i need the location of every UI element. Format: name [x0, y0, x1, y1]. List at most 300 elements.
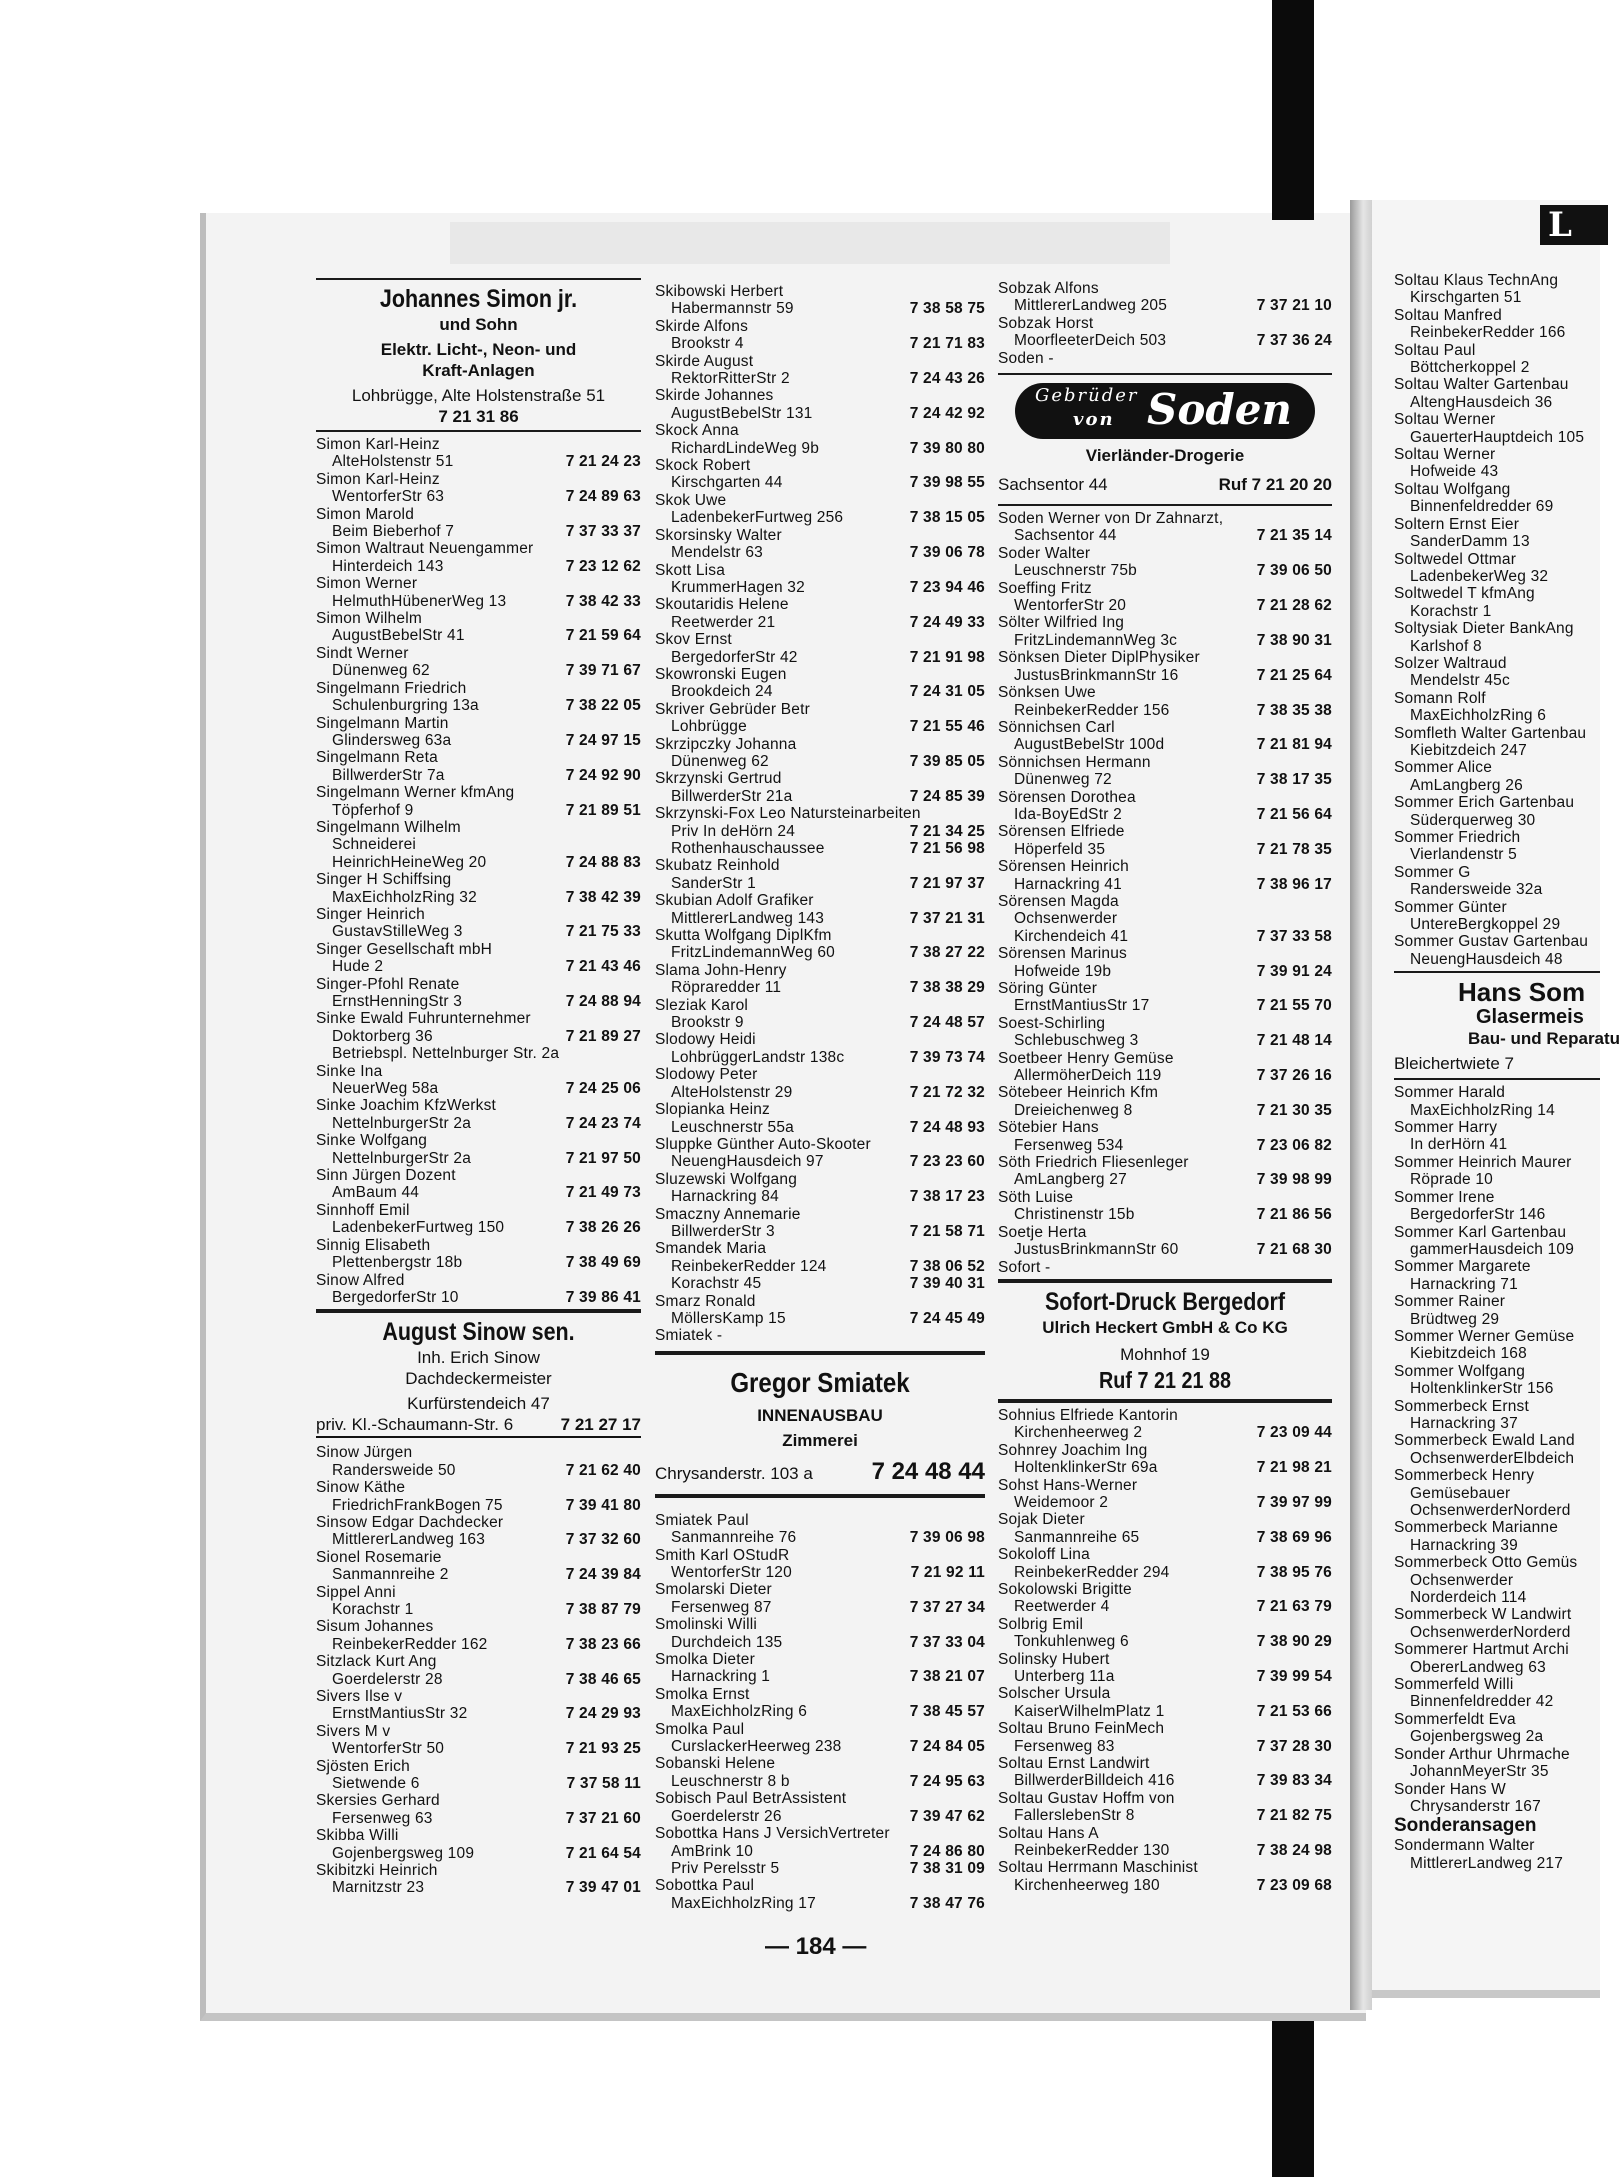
listing-address: Randersweide 32a [1410, 881, 1543, 899]
ad-title: Vierländer-Drogerie [1085, 446, 1245, 466]
listing-phone: 7 39 97 99 [1256, 1493, 1332, 1511]
listing-entry [655, 1790, 985, 1825]
listing-entry [998, 510, 1332, 545]
listing-address: AllermöherDeich 119 [1014, 1067, 1162, 1085]
listing-address: Rothenhauschaussee [671, 840, 825, 857]
listing-address: MaxEichholzRing 14 [1410, 1101, 1555, 1119]
listing-entry [655, 492, 985, 527]
listing-entry [1394, 1432, 1600, 1467]
ad-desc: Elektr. Licht-, Neon- und [380, 340, 577, 359]
listing-address: ErnstMantiusStr 32 [332, 1705, 468, 1723]
listing-phone: 7 39 06 78 [909, 544, 985, 562]
listing-entry [1394, 1606, 1600, 1641]
listing-address: Reetwerder 4 [1014, 1598, 1110, 1616]
listing-name: Sinnhoff Emil [316, 1201, 410, 1219]
listing-address: BillwerderBilldeich 416 [1014, 1772, 1175, 1790]
listing-name: Skibitzki Heinrich [316, 1862, 438, 1880]
listing-phone: 7 38 06 52 [909, 1257, 985, 1275]
listing-entry [1394, 376, 1600, 411]
listing-address: NeuerWeg 58a [332, 1080, 439, 1098]
listing-entry [655, 857, 985, 892]
listing-entry [316, 1010, 641, 1045]
ad-phone: Ruf 7 21 21 88 [1099, 1366, 1231, 1393]
listing-name: Sötebeer Heinrich Kfm [998, 1084, 1159, 1102]
listing-phone: 7 37 33 37 [565, 523, 641, 541]
ad-gregor-smiatek [655, 1359, 985, 1491]
ad-address: Chrysanderstr. 103 a [655, 1463, 813, 1483]
listing-entry [1394, 1467, 1600, 1502]
listing-phone: 7 38 46 65 [565, 1670, 641, 1688]
listing-address: FritzLindemannWeg 3c [1014, 631, 1178, 649]
listing-entry [1394, 481, 1600, 516]
listing-name: Sinow Alfred [316, 1271, 405, 1289]
listing-entry [1394, 551, 1600, 586]
listing-address: Reetwerder 21 [671, 613, 776, 631]
ad-private-row [316, 1414, 641, 1438]
listing-name: Smolka Paul [655, 1720, 745, 1738]
listing-address: BergedorferStr 42 [671, 648, 798, 666]
ad-title: Gregor Smiatek [730, 1366, 910, 1398]
listing-entry [1394, 585, 1600, 620]
listing-phone: 7 39 41 80 [565, 1496, 641, 1514]
listing-address: NeuengHausdeich 48 [1410, 950, 1563, 968]
listing-address: Doktorberg 36 [332, 1027, 433, 1045]
listing-phone: 7 37 33 58 [1256, 927, 1332, 945]
listing-address: Betriebspl. Nettelnburger Str. 2a [332, 1045, 560, 1063]
listing-entry [1394, 1519, 1600, 1554]
rule [1394, 1078, 1600, 1080]
listing-address: Vierlandenstr 5 [1410, 846, 1517, 864]
listing-phone: 7 21 86 56 [1256, 1206, 1332, 1224]
listing-address: Goerdelerstr 28 [332, 1670, 443, 1688]
listing-entry [316, 715, 641, 750]
listing-phone: 7 39 71 67 [565, 662, 641, 680]
listing-address: NettelnburgerStr 2a [332, 1114, 472, 1132]
logo-text: von [1073, 409, 1115, 431]
listing-name: Sjösten Erich [316, 1757, 410, 1775]
listing-entry [998, 1259, 1332, 1276]
black-bar-bottom [1272, 2010, 1314, 2177]
listing-name: Skott Lisa [655, 561, 726, 579]
listing-entry [316, 645, 641, 680]
listing-name: Sönksen Uwe [998, 684, 1096, 702]
listing-name: Sondermann Walter [1394, 1837, 1535, 1855]
listing-address: OchsenwerderNorderd [1410, 1623, 1571, 1641]
listing-entry [1394, 620, 1600, 655]
listing-address: LadenbekerWeg 32 [1410, 567, 1549, 585]
faded-header [450, 222, 1170, 264]
listing-list [998, 510, 1332, 1276]
listing-entry [998, 719, 1332, 754]
listing-address: MittlererLandweg 217 [1410, 1854, 1564, 1872]
listing-entry [998, 789, 1332, 824]
listing-phone: 7 21 62 40 [565, 1461, 641, 1479]
listing-name: Sönksen Dieter DiplPhysiker [998, 649, 1200, 667]
listing-name: Solzer Waltraud [1394, 654, 1507, 672]
listing-entry [998, 1790, 1332, 1825]
listing-name: Sommerbeck Henry [1394, 1467, 1535, 1485]
listing-entry [998, 1651, 1332, 1686]
listing-address: Ochsenwerder [1410, 1571, 1514, 1589]
listing-address: LadenbekerFurtweg 256 [671, 509, 844, 527]
listing-address: Kirchenheerweg 180 [1014, 1876, 1160, 1894]
listing-name: Soltysiak Dieter BankAng [1394, 620, 1574, 638]
listing-name: Sinke Wolfgang [316, 1132, 428, 1150]
listing-address: Sanmannreihe 2 [332, 1566, 449, 1584]
listing-address: Brookstr 9 [671, 1014, 744, 1032]
listing-name: Soltau Gustav Hoffm von [998, 1789, 1175, 1807]
listing-address: Kiebitzdeich 168 [1410, 1345, 1527, 1363]
ad-address: Bleichertwiete 7 [1394, 1054, 1515, 1074]
listing-name: Solbrig Emil [998, 1615, 1084, 1633]
listing-address: Gojenbergsweg 109 [332, 1844, 475, 1862]
listing-phone: 7 21 68 30 [1256, 1241, 1332, 1259]
listing-address: Karlshof 8 [1410, 637, 1482, 655]
listing-name: Skriver Gebrüder Betr [655, 700, 810, 718]
listing-entry [998, 1616, 1332, 1651]
listing-phone: 7 38 17 23 [909, 1188, 985, 1206]
listing-phone: 7 21 89 27 [565, 1027, 641, 1045]
listing-entry [655, 1327, 985, 1344]
ad-line: Ulrich Heckert GmbH & Co KG [1042, 1317, 1288, 1337]
listing-name: Söth Friedrich Fliesenleger [998, 1154, 1189, 1172]
listing-address: AmLangberg 27 [1014, 1171, 1127, 1189]
listing-entry [655, 1206, 985, 1241]
listing-entry [1394, 1189, 1600, 1224]
listing-name: Sommer Harry [1394, 1119, 1498, 1137]
listing-address: WentorferStr 120 [671, 1564, 792, 1581]
listing-phone: 7 21 48 14 [1256, 1032, 1332, 1050]
right-page-header: L [1540, 205, 1608, 245]
listing-entry [1394, 690, 1600, 725]
listing-phone: 7 38 90 31 [1256, 631, 1332, 649]
listing-list [655, 1512, 985, 1912]
listing-name: Smiatek - [655, 1327, 723, 1345]
listing-name: Sohst Hans-Werner [998, 1476, 1138, 1494]
listing-entry [1394, 933, 1600, 968]
listing-phone: 7 21 56 64 [1256, 805, 1332, 823]
listing-name: Simon Wilhelm [316, 610, 422, 628]
listing-entry [998, 1581, 1332, 1616]
listing-entry [998, 280, 1332, 315]
listing-entry [316, 1792, 641, 1827]
listing-name: Smith Karl OStudR [655, 1546, 790, 1564]
listing-entry [998, 684, 1332, 719]
listing-entry [655, 1293, 985, 1328]
listing-address: Dünenweg 72 [1014, 771, 1112, 789]
listing-address: Schlebuschweg 3 [1014, 1032, 1139, 1050]
ad-title: August Sinow sen. [382, 1318, 575, 1347]
listing-address: Durchdeich 135 [671, 1633, 783, 1651]
listing-address: MaxEichholzRing 32 [332, 888, 477, 906]
listing-entry [998, 1511, 1332, 1546]
listing-address: ReinbekerRedder 166 [1410, 324, 1566, 342]
listing-name: Sommer Gustav Gartenbau [1394, 933, 1589, 951]
listing-phone: 7 38 17 35 [1256, 771, 1332, 789]
listing-name: Soeffing Fritz [998, 579, 1092, 597]
listing-address: ReinbekerRedder 124 [671, 1257, 827, 1275]
listing-entry [655, 1825, 985, 1860]
listing-entry [316, 1063, 641, 1098]
listing-name: Soltau Klaus TechnAng [1394, 272, 1559, 289]
listing-entry [655, 1136, 985, 1171]
listing-name: Soltern Ernst Eier [1394, 515, 1520, 533]
listing-address: BillwerderStr 7a [332, 766, 445, 784]
listing-entry [998, 1442, 1332, 1477]
listing-phone: 7 39 06 50 [1256, 562, 1332, 580]
listing-entry [1394, 1084, 1600, 1119]
listing-phone: 7 24 23 74 [565, 1114, 641, 1132]
listing-phone: 7 24 85 39 [909, 787, 985, 805]
listing-address: RichardLindeWeg 9b [671, 439, 820, 457]
ad-address: Sachsentor 44 [998, 475, 1108, 495]
listing-entry [316, 819, 641, 854]
listing-phone: 7 38 58 75 [909, 300, 985, 318]
listing-name: Sokoloff Lina [998, 1546, 1090, 1564]
listing-address: In derHörn 41 [1410, 1136, 1508, 1154]
listing-name: Sommerbeck Otto Gemüs [1394, 1554, 1578, 1572]
listing-address: BillwerderStr 21a [671, 787, 793, 805]
listing-address: Harnackring 84 [671, 1188, 779, 1206]
column-1 [316, 275, 641, 1897]
listing-name: Sommer Alice [1394, 759, 1493, 777]
listing-entry [655, 701, 985, 736]
listing-phone: 7 21 56 98 [909, 840, 985, 857]
listing-entry [1394, 1676, 1600, 1711]
listing-phone: 7 38 21 07 [909, 1668, 985, 1686]
listing-phone: 7 21 55 70 [1256, 997, 1332, 1015]
listing-address: Lohbrügge [671, 718, 747, 736]
listing-address: Sanmannreihe 65 [1014, 1528, 1140, 1546]
listing-name: Sommer Harald [1394, 1084, 1506, 1102]
listing-name: Soden Werner von Dr Zahnarzt, [998, 510, 1224, 528]
listing-name: Soest-Schirling [998, 1014, 1106, 1032]
listing-entry [998, 754, 1332, 789]
listing-entry [316, 941, 641, 976]
listing-phone: 7 38 42 33 [565, 592, 641, 610]
listing-address: FallerslebenStr 8 [1014, 1807, 1135, 1825]
listing-entry [655, 1031, 985, 1066]
listing-entry [998, 649, 1332, 684]
listing-entry [316, 1272, 641, 1307]
listing-address: Korachstr 1 [332, 1600, 414, 1618]
listing-name: Sommerbeck W Landwirt [1394, 1606, 1572, 1624]
listing-name: Sonder Hans W [1394, 1780, 1507, 1798]
soden-logo [1015, 383, 1315, 439]
listing-phone: 7 21 64 54 [565, 1844, 641, 1862]
column-4 [1394, 272, 1620, 1872]
listing-entry [998, 1685, 1332, 1720]
listing-entry [1394, 1328, 1600, 1363]
listing-name: Soltau Hans A [998, 1824, 1099, 1842]
listing-address: ReinbekerRedder 130 [1014, 1842, 1170, 1860]
listing-name: Solinsky Hubert [998, 1650, 1110, 1668]
listing-entry [316, 906, 641, 941]
listing-address: Röprade 10 [1410, 1171, 1494, 1189]
listing-entry [316, 1862, 641, 1897]
listing-name: Sinn Jürgen Dozent [316, 1167, 456, 1185]
listing-name: Slodowy Heidi [655, 1031, 756, 1049]
listing-entry [1394, 516, 1600, 551]
ad-line: Inh. Erich Sinow [417, 1348, 540, 1368]
listing-name: Smolarski Dieter [655, 1581, 772, 1599]
listing-phone: 7 37 36 24 [1256, 332, 1332, 350]
listing-name: Sleziak Karol [655, 996, 749, 1014]
listing-name: Sommer Margarete [1394, 1258, 1531, 1276]
listing-name: Skov Ernst [655, 631, 732, 649]
listing-entry [655, 1171, 985, 1206]
listing-phone: 7 39 47 01 [565, 1879, 641, 1897]
listing-entry [655, 631, 985, 666]
listing-address: Glindersweg 63a [332, 731, 452, 749]
listing-address: OchsenwerderNorderd [1410, 1502, 1571, 1519]
listing-address: Harnackring 39 [1410, 1536, 1518, 1554]
listing-name: Sönnichsen Carl [998, 718, 1115, 736]
listing-address: JustusBrinkmannStr 60 [1014, 1241, 1179, 1259]
listing-address: Fersenweg 63 [332, 1809, 433, 1827]
ad-phone: 7 24 48 44 [871, 1457, 985, 1485]
listing-name: Sonder Arthur Uhrmache [1394, 1745, 1570, 1763]
listing-phone: 7 21 34 25 [909, 822, 985, 840]
listing-phone: 7 39 73 74 [909, 1048, 985, 1066]
listing-phone: 7 24 48 93 [909, 1118, 985, 1136]
listing-entry [1394, 864, 1600, 899]
listing-entry [1394, 1641, 1600, 1676]
listing-phone: 7 38 96 17 [1256, 875, 1332, 893]
listing-phone: 7 38 15 05 [909, 509, 985, 527]
listing-entry [316, 1444, 641, 1479]
listing-name: Skorsinsky Walter [655, 526, 782, 544]
listing-name: Sommer Heinrich Maurer [1394, 1153, 1572, 1171]
listing-address: NettelnburgerStr 2a [332, 1149, 472, 1167]
listing-name: Sommerfeld Willi [1394, 1676, 1514, 1694]
listing-name: Soltau Walter Gartenbau [1394, 376, 1569, 394]
listing-address: Fersenweg 534 [1014, 1136, 1124, 1154]
ad-title: Johannes Simon jr. [379, 285, 578, 313]
listing-name: Singelmann Martin [316, 714, 449, 732]
listing-phone: 7 24 84 05 [909, 1738, 985, 1756]
listing-phone: 7 38 26 26 [565, 1219, 641, 1237]
listing-address: WentorferStr 50 [332, 1740, 445, 1758]
ad-gebrueder-von-soden [998, 383, 1332, 496]
black-bar-mid [1272, 190, 1314, 220]
listing-address: Priv In deHörn 24 [671, 822, 796, 840]
listing-phone: 7 21 24 23 [565, 453, 641, 471]
listing-address: FriedrichFrankBogen 75 [332, 1496, 503, 1514]
listing-phone: 7 24 89 63 [565, 488, 641, 506]
listing-address: Sanmannreihe 76 [671, 1529, 797, 1547]
listing-address: Chrysanderstr 167 [1410, 1797, 1541, 1815]
listing-phone: 7 24 45 49 [909, 1309, 985, 1327]
listing-address: Harnackring 1 [671, 1668, 771, 1686]
listing-address: Brüdtweg 29 [1410, 1310, 1500, 1328]
listing-address: ObererLandweg 63 [1410, 1658, 1546, 1676]
listing-address: AugustBebelStr 100d [1014, 736, 1165, 754]
listing-name: Sippel Anni [316, 1583, 396, 1601]
listing-entry [655, 353, 985, 388]
listing-phone: 7 21 82 75 [1256, 1807, 1332, 1825]
listing-name: Singer Gesellschaft mbH [316, 940, 493, 958]
listing-list [998, 1407, 1332, 1894]
listing-address: Mendelstr 45c [1410, 672, 1510, 690]
ad-subtitle: und Sohn [439, 315, 518, 334]
listing-phone: 7 21 28 62 [1256, 597, 1332, 615]
listing-name: Simon Werner [316, 575, 418, 593]
listing-list [1394, 1837, 1600, 1872]
rule [655, 1494, 985, 1498]
listing-entry [998, 545, 1332, 580]
listing-name: Sobottka Hans J VersichVertreter [655, 1825, 890, 1843]
listing-phone: 7 38 90 29 [1256, 1633, 1332, 1651]
listing-phone: 7 39 83 34 [1256, 1772, 1332, 1790]
listing-name: Skok Uwe [655, 491, 727, 509]
listing-name: Sindt Werner [316, 644, 409, 662]
listing-phone: 7 37 26 16 [1256, 1067, 1332, 1085]
listing-entry [1394, 1746, 1600, 1781]
listing-name: Soltau Manfred [1394, 306, 1502, 324]
listing-name: Sommerbeck Ewald Land [1394, 1432, 1575, 1450]
listing-phone: 7 24 86 80 [909, 1842, 985, 1860]
listing-phone: 7 38 38 29 [909, 979, 985, 997]
rule [316, 1309, 641, 1313]
listing-name: Sisum Johannes [316, 1618, 434, 1636]
listing-entry [998, 893, 1332, 928]
listing-entry [655, 892, 985, 927]
ad-phone: Ruf 7 21 20 20 [1218, 475, 1332, 495]
listing-address: Beim Bieberhof 7 [332, 523, 455, 541]
listing-entry [1394, 794, 1600, 829]
listing-name: Singelmann Werner kfmAng [316, 784, 515, 802]
listing-address: MöllersKamp 15 [671, 1309, 786, 1327]
listing-phone: 7 39 98 99 [1256, 1171, 1332, 1189]
listing-entry [655, 387, 985, 422]
listing-phone: 7 24 88 94 [565, 993, 641, 1010]
listing-entry [655, 318, 985, 353]
listing-name: Soltwedel Ottmar [1394, 550, 1517, 568]
listing-entry [655, 596, 985, 631]
listing-entry [316, 1723, 641, 1758]
listing-entry [998, 1755, 1332, 1790]
listing-phone: 7 24 42 92 [909, 404, 985, 422]
listing-name: Sommer Günter [1394, 898, 1507, 916]
listing-address: Dünenweg 62 [671, 752, 769, 770]
page-number: — 184 — [765, 1933, 867, 1960]
listing-address: Dreieichenweg 8 [1014, 1101, 1133, 1119]
listing-phone: 7 38 69 96 [1256, 1528, 1332, 1546]
listing-name: Skirde August [655, 352, 754, 370]
listing-name: Sivers Ilse v [316, 1688, 403, 1705]
listing-entry [998, 1720, 1332, 1755]
ad-address-row [655, 1457, 985, 1485]
listing-entry [316, 1097, 641, 1132]
listing-address: KrummerHagen 32 [671, 578, 805, 596]
listing-entry [998, 614, 1332, 649]
listing-address: Priv Perelsstr 5 [671, 1859, 780, 1877]
listing-name: Soltau Bruno FeinMech [998, 1720, 1165, 1738]
listing-name: Smolka Dieter [655, 1651, 755, 1669]
listing-name: Sinnig Elisabeth [316, 1236, 431, 1254]
listing-entry [655, 962, 985, 997]
listing-phone: 7 21 75 33 [565, 923, 641, 941]
listing-address: BillwerderStr 3 [671, 1222, 775, 1240]
listing-phone: 7 39 91 24 [1256, 962, 1332, 980]
listing-name: Sönnichsen Hermann [998, 753, 1151, 771]
listing-address: BergedorferStr 10 [332, 1288, 459, 1306]
listing-name: Sommerbeck Ernst [1394, 1397, 1529, 1415]
listing-phone: 7 21 91 98 [909, 648, 985, 666]
listing-entry [316, 1653, 641, 1688]
listing-name: Soltau Werner [1394, 411, 1496, 429]
